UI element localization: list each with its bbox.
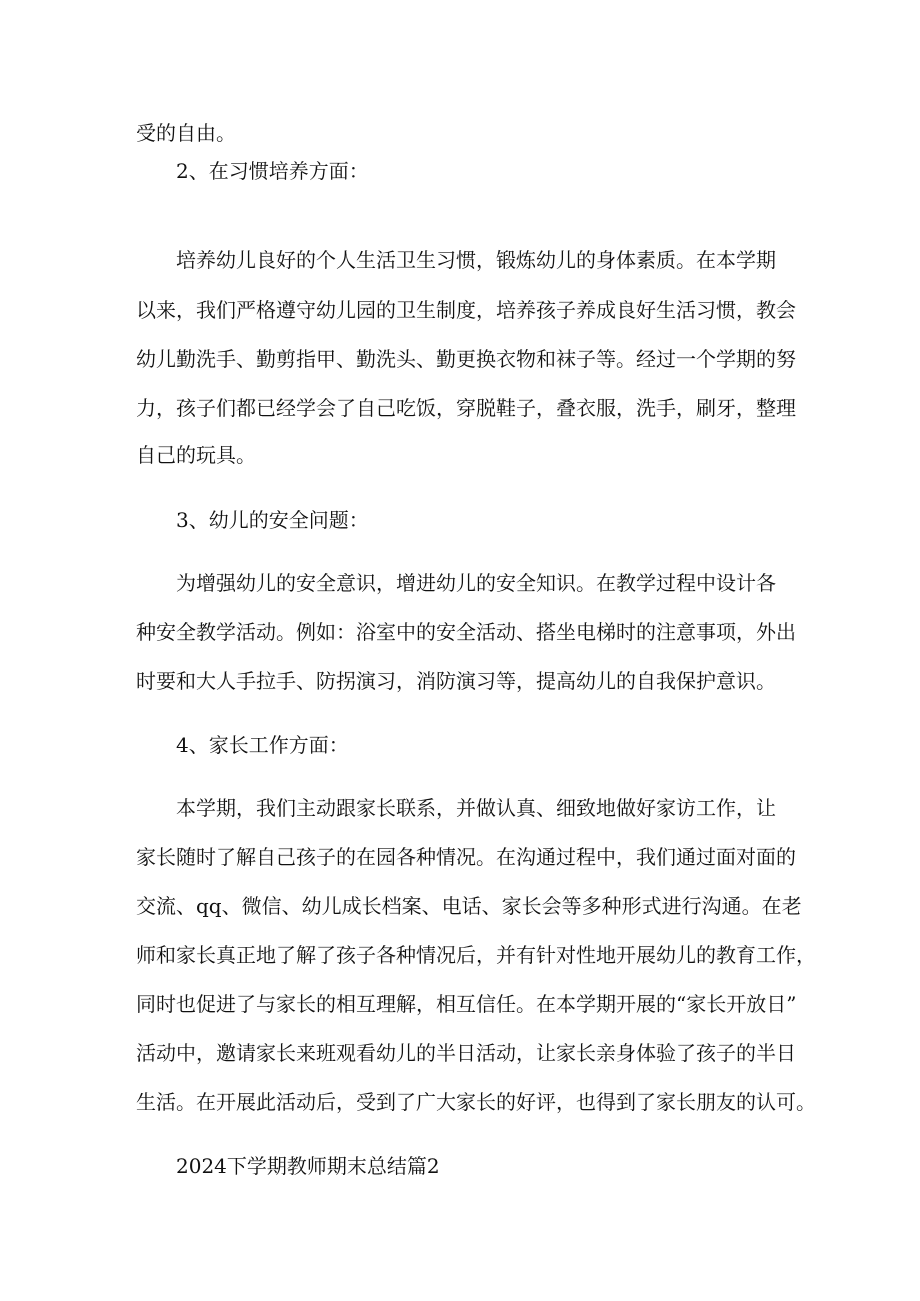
section-heading-safety: 3、幼儿的安全问题： bbox=[176, 508, 369, 532]
paragraph-line: 培养幼儿良好的个人生活卫生习惯，锻炼幼儿的身体素质。在本学期 bbox=[176, 248, 776, 272]
paragraph-line: 以来，我们严格遵守幼儿园的卫生制度，培养孩子养成良好生活习惯，教会 bbox=[136, 298, 796, 322]
paragraph-line: 师和家长真正地了解了孩子各种情况后，并有针对性地开展幼儿的教育工作， bbox=[136, 943, 816, 967]
paragraph-line: 本学期，我们主动跟家长联系，并做认真、细致地做好家访工作，让 bbox=[176, 796, 776, 820]
section-heading-habits: 2、在习惯培养方面： bbox=[176, 159, 369, 183]
paragraph-line: 受的自由。 bbox=[136, 121, 236, 145]
paragraph-line: 家长随时了解自己孩子的在园各种情况。在沟通过程中，我们通过面对面的 bbox=[136, 845, 796, 869]
paragraph-line: 时要和大人手拉手、防拐演习，消防演习等，提高幼儿的自我保护意识。 bbox=[136, 669, 776, 693]
paragraph-line: 力，孩子们都已经学会了自己吃饭，穿脱鞋子，叠衣服，洗手，刷牙，整理 bbox=[136, 396, 796, 420]
paragraph-line: 同时也促进了与家长的相互理解，相互信任。在本学期开展的“家长开放日” bbox=[136, 992, 797, 1016]
paragraph-line: 自己的玩具。 bbox=[136, 443, 256, 467]
paragraph-line: 为增强幼儿的安全意识，增进幼儿的安全知识。在教学过程中设计各 bbox=[176, 571, 776, 595]
article-title: 2024下学期教师期末总结篇2 bbox=[176, 1154, 440, 1178]
paragraph-line: 活动中，邀请家长来班观看幼儿的半日活动，让家长亲身体验了孩子的半日 bbox=[136, 1041, 796, 1065]
paragraph-line: 幼儿勤洗手、勤剪指甲、勤洗头、勤更换衣物和袜子等。经过一个学期的努 bbox=[136, 347, 796, 371]
section-heading-parents: 4、家长工作方面： bbox=[176, 733, 349, 757]
paragraph-line: 生活。在开展此活动后，受到了广大家长的好评，也得到了家长朋友的认可。 bbox=[136, 1090, 816, 1114]
paragraph-line: 种安全教学活动。例如：浴室中的安全活动、搭坐电梯时的注意事项，外出 bbox=[136, 620, 796, 644]
paragraph-line: 交流、qq、微信、幼儿成长档案、电话、家长会等多种形式进行沟通。在老 bbox=[136, 894, 802, 918]
